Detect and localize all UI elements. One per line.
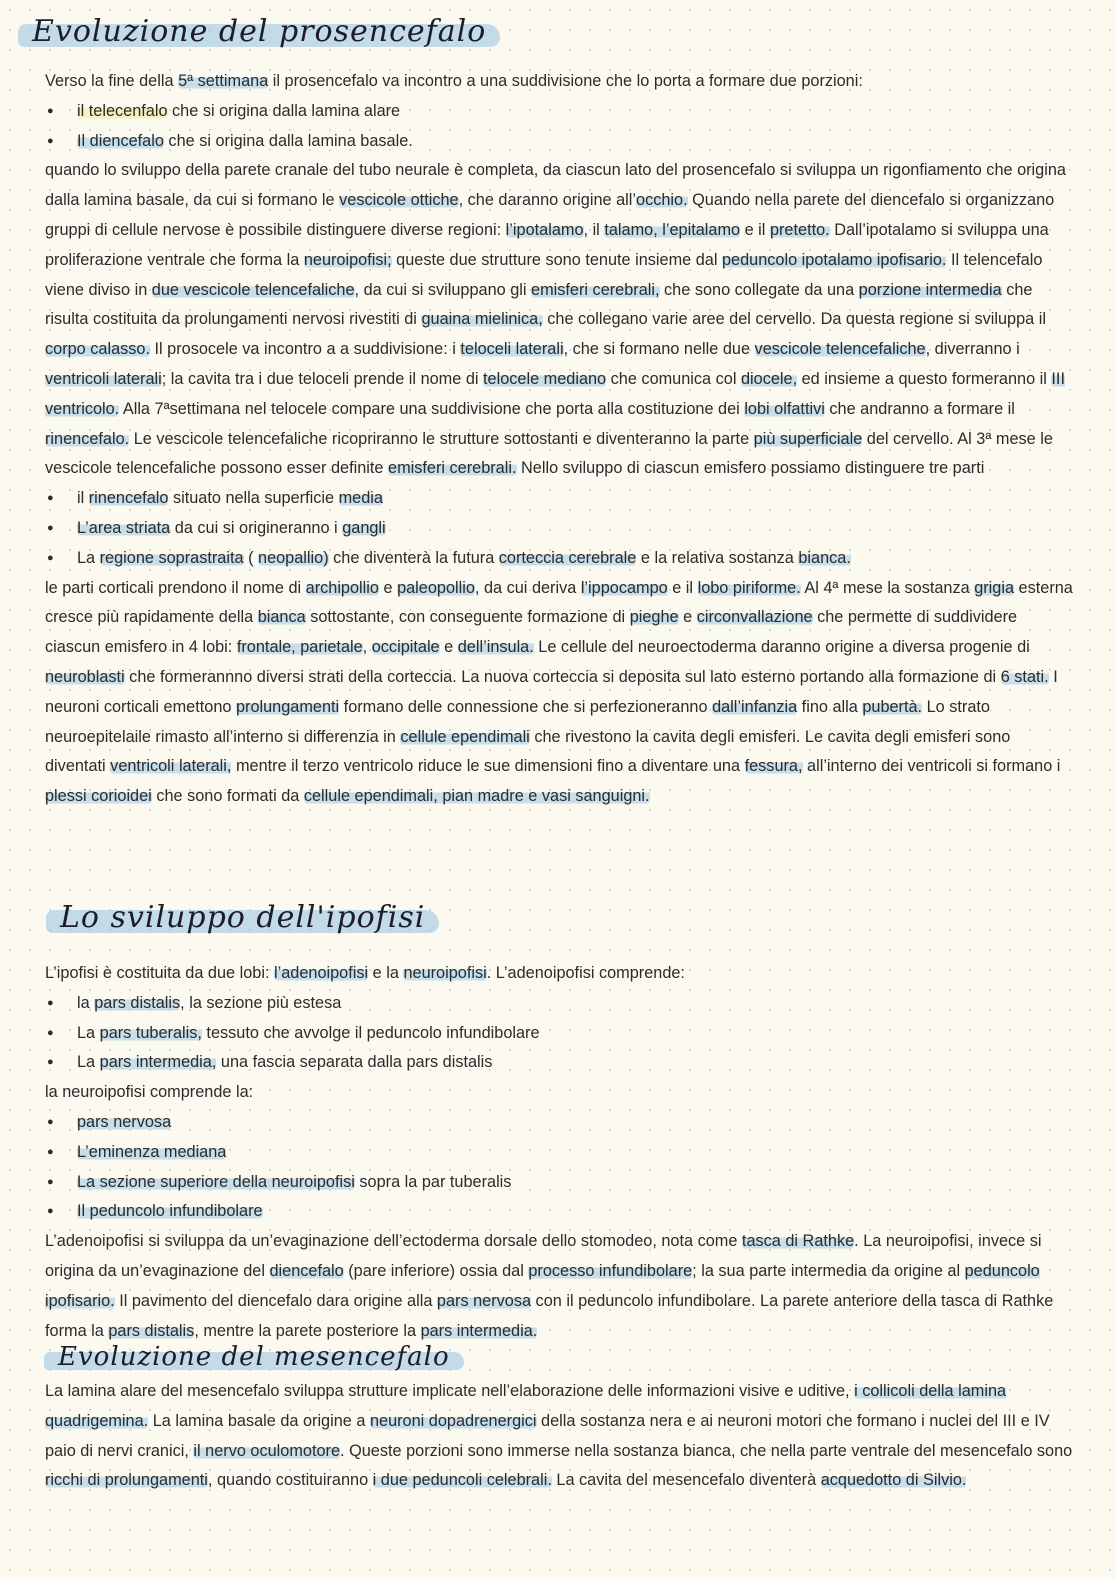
paragraph: Verso la fine della 5ª settimana il prosencefalo va incontro a una suddivisione che lo porta a formare due porzioni:: [45, 72, 863, 90]
list-item: ● L’area striata da cui si origineranno i gangli: [45, 514, 1075, 544]
list-item: ● La pars intermedia, una fascia separata dalla pars distalis: [45, 1048, 1075, 1078]
paragraph: La lamina alare del mesencefalo sviluppa strutture implicate nell’elaborazione delle informazioni visive e uditive, i collicoli della lamina quadrigemina. La lamina basale da origine a neuroni dopadrenergici della sostanza nera e ai neuroni motori che formano i nuclei del III e IV paio di nervi cranici, il nervo oculomotore. Queste porzioni sono immerse nella sostanza bianca, che nella parte ventrale del mesencefalo sono ricchi di prolungamenti, quando costituiranno i due peduncoli celebrali. La cavita del mesencefalo diventerà acquedotto di Silvio.: [45, 1382, 1073, 1490]
heading-mesencefalo: Evoluzione del mesencefalo: [44, 1342, 464, 1372]
list-item: ● Il peduncolo infundibolare: [45, 1197, 1075, 1227]
heading-ipofisi: Lo sviluppo dell'ipofisi: [46, 900, 439, 935]
paragraph: L’ipofisi è costituita da due lobi: l’adenoipofisi e la neuroipofisi. L’adenoipofisi comprende:: [45, 964, 685, 982]
list-item: ● La pars tuberalis, tessuto che avvolge il peduncolo infundibolare: [45, 1019, 1075, 1049]
list-item: ● la pars distalis, la sezione più estesa: [45, 989, 1075, 1019]
heading-prosencefalo: Evoluzione del prosencefalo: [18, 14, 500, 49]
list-item: ● il rinencefalo situato nella superficie media: [45, 484, 1075, 514]
list-item: ● pars nervosa: [45, 1108, 1075, 1138]
list-item: ● La sezione superiore della neuroipofisi sopra la par tuberalis: [45, 1168, 1075, 1198]
list-item: ● il telecenfalo che si origina dalla lamina alare: [45, 97, 1075, 127]
list-item: ● La regione soprastraita ( neopallio) che diventerà la futura corteccia cerebrale e la relativa sostanza bianca.: [45, 544, 1075, 574]
paragraph: quando lo sviluppo della parete cranale del tubo neurale è completa, da ciascun lato del prosencefalo si sviluppa un rigonfiamento che origina dalla lamina basale, da cui si formano le vescicole ottiche, che daranno origine all’occhio. Quando nella parete del diencefalo si organizzano gruppi di cellule nervose è possibile distinguere diverse regioni: l’ipotalamo, il talamo, l’epitalamo e il pretetto. Dall’ipotalamo si sviluppa una proliferazione ventrale che forma la neuroipofisi; queste due strutture sono tenute insieme dal peduncolo ipotalamo ipofisario. Il telencefalo viene diviso in due vescicole telencefaliche, da cui si sviluppano gli emisferi cerebrali, che sono collegate da una porzione intermedia che risulta costituita da prolungamenti nervosi rivestiti di guaina mielinica, che collegano varie aree del cervello. Da questa regione si sviluppa il corpo calasso. Il prosocele va incontro a a suddivisione: i teloceli laterali, che si formano nelle due vescicole telencefaliche, diverranno i ventricoli laterali; la cavita tra i due teloceli prende il nome di telocele mediano che comunica col diocele, ed insieme a questo formeranno il III ventricolo. Alla 7ªsettimana nel telocele compare una suddivisione che porta alla costituzione dei lobi olfattivi che andranno a formare il rinencefalo. Le vescicole telencefaliche ricopriranno le strutture sottostanti e diventeranno la parte più superficiale del cervello. Al 3ª mese le vescicole telencefaliche possono esser definite emisferi cerebrali. Nello sviluppo di ciascun emisfero possiamo distinguere tre parti: [45, 161, 1066, 478]
list-item: ● L’eminenza mediana: [45, 1138, 1075, 1168]
paragraph: le parti corticali prendono il nome di archipollio e paleopollio, da cui deriva l’ippocampo e il lobo piriforme. Al 4ª mese la sostanza grigia esterna cresce più rapidamente della bianca sottostante, con conseguente formazione di pieghe e circonvallazione che permette di suddividere ciascun emisfero in 4 lobi: frontale, parietale, occipitale e dell’insula. Le cellule del neuroectoderma daranno origine a diversa progenie di neuroblasti che formerannno diversi strati della corteccia. La nuova corteccia si deposita sul lato esterno portando alla formazione di 6 stati. I neuroni corticali emettono prolungamenti formano delle connessione che si perfezioneranno dall’infanzia fino alla pubertà. Lo strato neuroepitelaile rimasto all’interno si differenzia in cellule ependimali che rivestono la cavita degli emisferi. Le cavita degli emisferi sono diventati ventricoli laterali, mentre il terzo ventricolo riduce le sue dimensioni fino a diventare una fessura, all’interno dei ventricoli si formano i plessi corioidei che sono formati da cellule ependimali, pian madre e vasi sanguigni.: [45, 578, 1073, 806]
section-mesencefalo: [45, 1377, 1075, 1496]
section-prosencefalo: [45, 67, 1075, 812]
paragraph: la neuroipofisi comprende la:: [45, 1083, 254, 1102]
paragraph: L’adenoipofisi si sviluppa da un’evaginazione dell’ectoderma dorsale dello stomodeo, nota come tasca di Rathke. La neuroipofisi, invece si origina da un’evaginazione del diencefalo (pare inferiore) ossia dal processo infundibolare; la sua parte intermedia da origine al peduncolo ipofisario. Il pavimento del diencefalo dara origine alla pars nervosa con il peduncolo infundibolare. La parete anteriore della tasca di Rathke forma la pars distalis, mentre la parete posteriore la pars intermedia.: [45, 1232, 1054, 1340]
section-ipofisi: [45, 959, 1075, 1346]
list-item: ● Il diencefalo che si origina dalla lamina basale.: [45, 127, 1075, 157]
